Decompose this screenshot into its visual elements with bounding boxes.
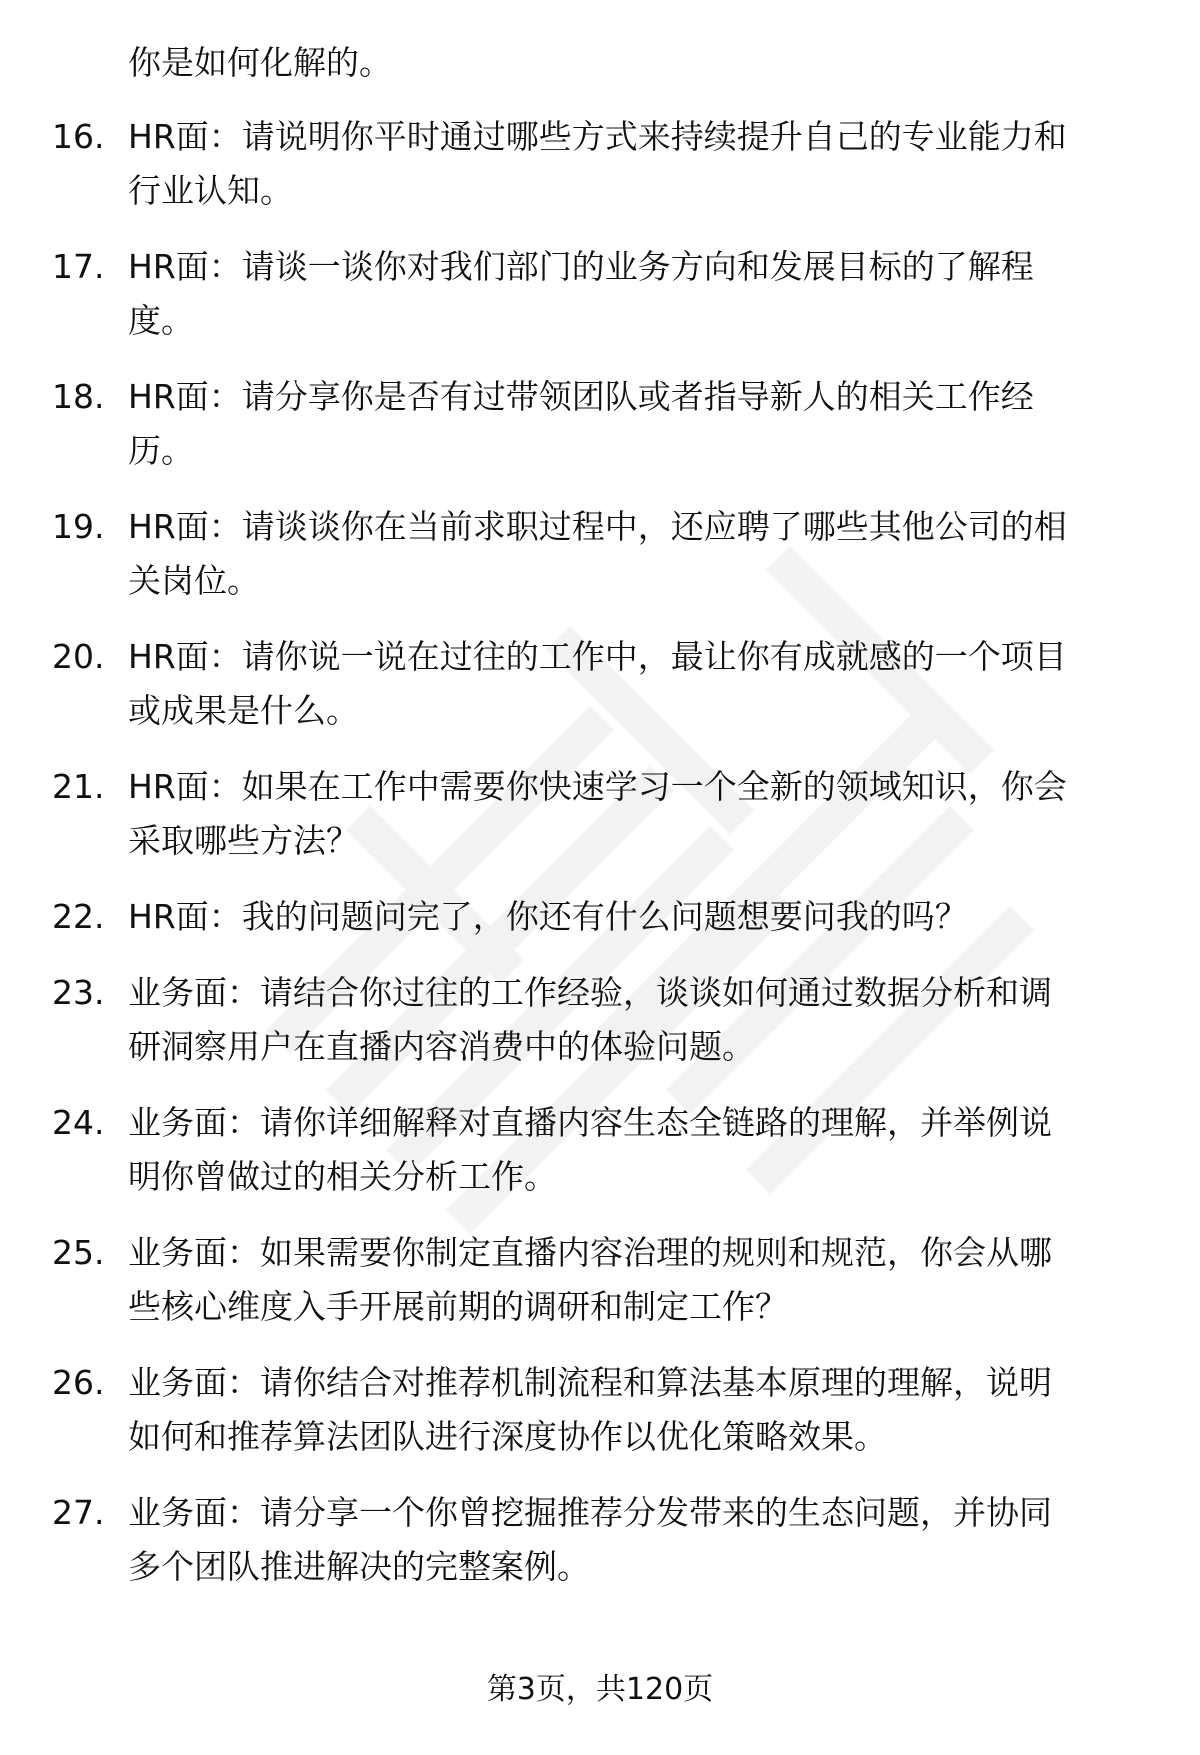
question-number: 23. [52, 973, 105, 1012]
question-text-line: HR面：请分享你是否有过带领团队或者指导新人的相关工作经 [128, 377, 1034, 416]
question-number: 25. [52, 1233, 105, 1272]
question-text [128, 500, 1160, 608]
question-text-line: 业务面：请你结合对推荐机制流程和算法基本原理的理解，说明 [128, 1363, 1052, 1402]
question-text-line: 明你曾做过的相关分析工作。 [128, 1157, 557, 1196]
question-text [128, 760, 1160, 868]
question-text [128, 370, 1160, 478]
question-number: 26. [52, 1363, 105, 1402]
question-text-line: 业务面：请你详细解释对直播内容生态全链路的理解，并举例说 [128, 1103, 1052, 1142]
question-text-line: HR面：请你说一说在过往的工作中，最让你有成就感的一个项目 [128, 637, 1067, 676]
question-text-line: 多个团队推进解决的完整案例。 [128, 1547, 590, 1586]
question-item [52, 890, 1160, 944]
question-text-line: 研洞察用户在直播内容消费中的体验问题。 [128, 1027, 755, 1066]
question-item [52, 1486, 1160, 1594]
question-item [52, 760, 1160, 868]
question-text-line: 或成果是什么。 [128, 691, 359, 730]
question-text [128, 1356, 1160, 1464]
question-number: 24. [52, 1103, 105, 1142]
question-item [52, 500, 1160, 608]
question-text-line: 度。 [128, 301, 194, 340]
question-item [52, 110, 1160, 218]
question-item [52, 1356, 1160, 1464]
question-text-line: 业务面：请分享一个你曾挖掘推荐分发带来的生态问题，并协同 [128, 1493, 1052, 1532]
question-number: 17. [52, 247, 105, 286]
question-text-line: HR面：请谈一谈你对我们部门的业务方向和发展目标的了解程 [128, 247, 1034, 286]
question-text [128, 890, 1160, 944]
question-text [128, 1226, 1160, 1334]
question-text-line: HR面：我的问题问完了，你还有什么问题想要问我的吗？ [128, 897, 968, 936]
question-text [128, 240, 1160, 348]
question-item [52, 370, 1160, 478]
question-text-line: 如何和推荐算法团队进行深度协作以优化策略效果。 [128, 1417, 887, 1456]
continuation-line: 你是如何化解的。 [128, 43, 392, 82]
question-text-line: HR面：请说明你平时通过哪些方式来持续提升自己的专业能力和 [128, 117, 1067, 156]
question-text [128, 630, 1160, 738]
question-item [52, 966, 1160, 1074]
question-text-line: HR面：如果在工作中需要你快速学习一个全新的领域知识，你会 [128, 767, 1067, 806]
question-number: 22. [52, 897, 105, 936]
question-number: 16. [52, 117, 105, 156]
question-number: 20. [52, 637, 105, 676]
question-text-line: 业务面：如果需要你制定直播内容治理的规则和规范，你会从哪 [128, 1233, 1052, 1272]
question-text [128, 1486, 1160, 1594]
question-item [52, 1096, 1160, 1204]
question-text [128, 110, 1160, 218]
page-footer: 第3页，共120页 [486, 1672, 714, 1707]
question-item [52, 1226, 1160, 1334]
question-number: 18. [52, 377, 105, 416]
question-text-line: 关岗位。 [128, 561, 260, 600]
question-number: 21. [52, 767, 105, 806]
question-text-line: HR面：请谈谈你在当前求职过程中，还应聘了哪些其他公司的相 [128, 507, 1067, 546]
question-number: 19. [52, 507, 105, 546]
question-text-line: 历。 [128, 431, 194, 470]
question-number: 27. [52, 1493, 105, 1532]
question-text-line: 些核心维度入手开展前期的调研和制定工作？ [128, 1287, 788, 1326]
question-text [128, 966, 1160, 1074]
question-text [128, 1096, 1160, 1204]
question-text-line: 业务面：请结合你过往的工作经验，谈谈如何通过数据分析和调 [128, 973, 1052, 1012]
question-item [52, 240, 1160, 348]
question-text-line: 行业认知。 [128, 171, 293, 210]
question-text-line: 采取哪些方法？ [128, 821, 359, 860]
question-item [52, 630, 1160, 738]
